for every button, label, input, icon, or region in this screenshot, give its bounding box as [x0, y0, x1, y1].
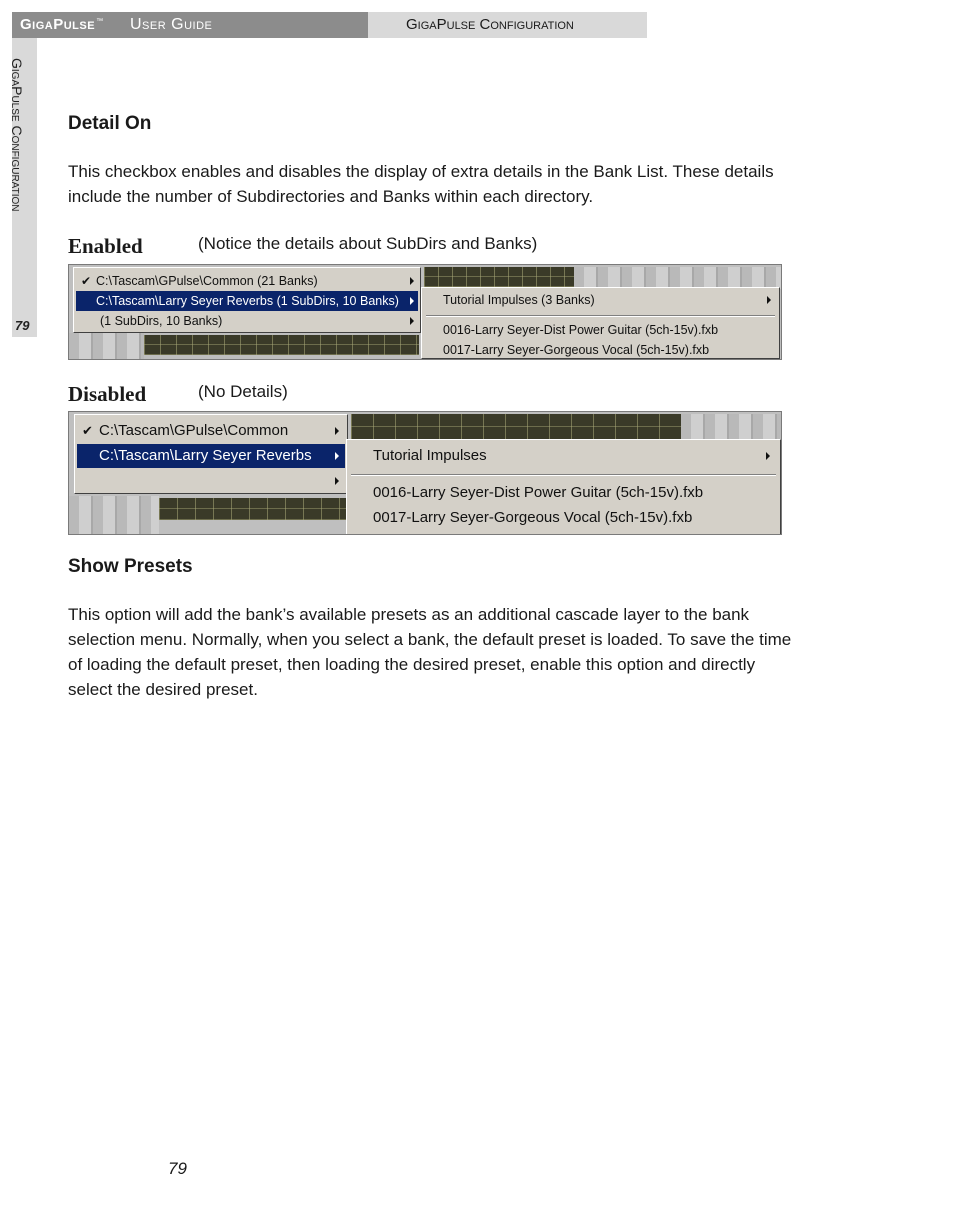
menu-item-common[interactable] [76, 271, 418, 291]
side-tab-page-number: 79 [15, 318, 30, 333]
menu-item-larry-seyer[interactable] [76, 291, 418, 311]
enabled-note: (Notice the details about SubDirs and Banks) [198, 234, 538, 253]
submenu-arrow-icon [410, 297, 414, 305]
bank-menu [73, 267, 421, 333]
submenu-item-preset-0017[interactable] [349, 505, 778, 530]
checkmark-icon: ✔ [82, 423, 93, 438]
disabled-note: (No Details) [198, 382, 288, 401]
menu-item-label: (1 SubDirs, 10 Banks) [100, 314, 223, 328]
menu-item-label: C:\Tascam\GPulse\Common (21 Banks) [96, 274, 318, 288]
submenu-arrow-icon [335, 477, 339, 485]
submenu-arrow-icon [410, 317, 414, 325]
side-tab-title: GigaPulse Configuration [9, 58, 25, 212]
submenu-arrow-icon [767, 296, 771, 304]
guide-title: User Guide [130, 16, 213, 33]
submenu-item-tutorial[interactable] [424, 290, 777, 310]
menu-item-larry-seyer[interactable] [77, 444, 345, 468]
show-presets-body: This option will add the bank’s available presets as an additional cascade layer to the bank selection menu. Normally, when you select a bank, the default preset is loaded. To save the time of loading the default preset, then loading the desired preset, enable this option and directly select the desired preset. [68, 605, 792, 699]
background-panel [69, 333, 144, 360]
submenu-item-label: 0017-Larry Seyer-Gorgeous Vocal (5ch-15v).fxb [443, 343, 710, 357]
footer-page-number: 79 [168, 1159, 187, 1178]
submenu-item-preset-0016[interactable] [424, 320, 777, 340]
trademark-mark: ™ [96, 18, 104, 25]
submenu-arrow-icon [335, 452, 339, 460]
menu-item-subdirs[interactable] [76, 311, 418, 331]
enabled-screenshot [68, 264, 782, 360]
menu-item-common[interactable] [77, 419, 345, 443]
show-presets-heading: Show Presets [68, 556, 193, 577]
menu-item-label: C:\Tascam\Larry Seyer Reverbs (1 SubDirs, 10 Banks) [96, 294, 399, 308]
menu-item-label: C:\Tascam\GPulse\Common [99, 422, 289, 439]
disabled-label: Disabled [68, 382, 147, 406]
submenu-item-label: Tutorial Impulses [373, 447, 487, 464]
bank-menu [74, 414, 348, 494]
brand-name: GigaPulse™ [20, 16, 104, 33]
background-grid [159, 498, 347, 520]
submenu-item-preset-0016[interactable] [349, 480, 778, 505]
submenu-arrow-icon [335, 427, 339, 435]
menu-item-label: C:\Tascam\Larry Seyer Reverbs [99, 447, 312, 464]
enabled-label: Enabled [68, 234, 143, 258]
submenu-item-label: 0016-Larry Seyer-Dist Power Guitar (5ch-15v).fxb [443, 323, 719, 337]
header-left-bar [12, 12, 368, 38]
submenu-arrow-icon [766, 452, 770, 460]
detail-on-body: This checkbox enables and disables the display of extra details in the Bank List. These details include the number of Subdirectories and Banks within each directory. [68, 162, 774, 206]
submenu-item-tutorial[interactable] [349, 443, 778, 469]
submenu-item-label: 0017-Larry Seyer-Gorgeous Vocal (5ch-15v).fxb [373, 509, 693, 526]
header-right-bar [368, 12, 647, 38]
background-panel [574, 267, 782, 289]
menu-separator [351, 474, 776, 476]
menu-separator [426, 315, 775, 317]
background-grid [424, 267, 574, 287]
submenu-item-label: 0016-Larry Seyer-Dist Power Guitar (5ch-15v).fxb [373, 484, 704, 501]
submenu-item-label: Tutorial Impulses (3 Banks) [443, 293, 595, 307]
submenu [421, 287, 780, 359]
checkmark-icon: ✔ [81, 274, 92, 288]
submenu-arrow-icon [410, 277, 414, 285]
background-grid [351, 414, 681, 440]
background-panel [69, 496, 159, 535]
submenu-item-preset-0017[interactable] [424, 340, 777, 360]
detail-on-heading: Detail On [68, 113, 152, 134]
section-title: GigaPulse Configuration [406, 16, 574, 33]
submenu [346, 439, 781, 535]
menu-item-empty[interactable] [77, 469, 345, 493]
disabled-screenshot [68, 411, 782, 535]
background-panel [681, 414, 781, 442]
background-grid [144, 335, 419, 355]
